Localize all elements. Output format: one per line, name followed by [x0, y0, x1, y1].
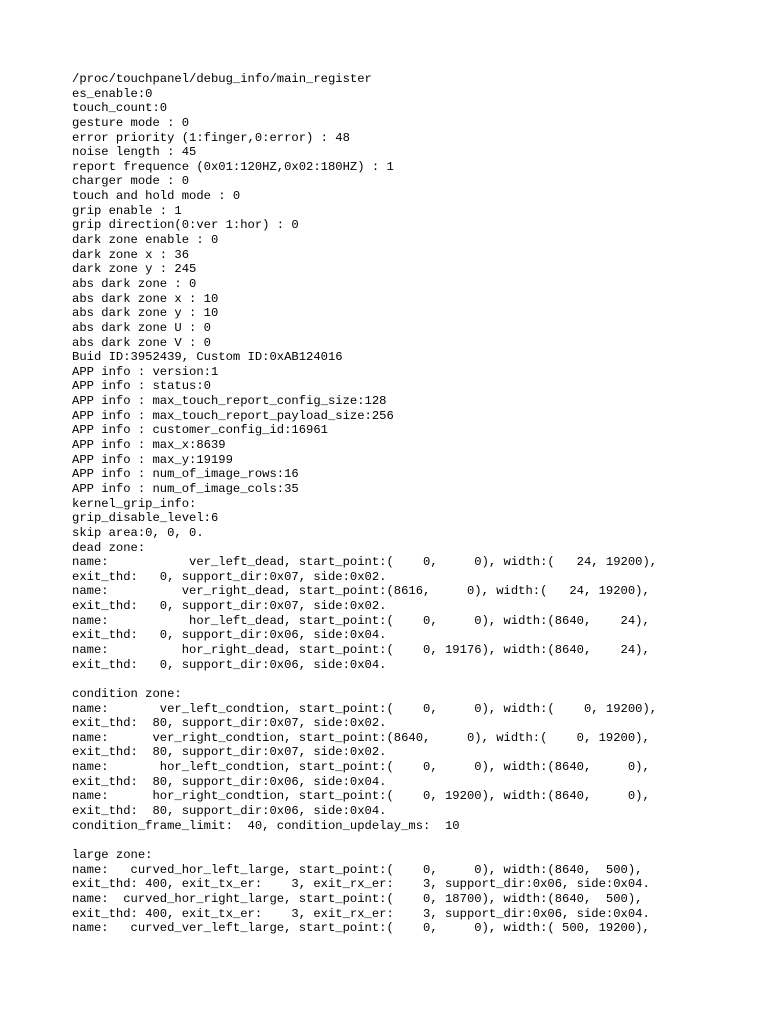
text-line: error priority (1:finger,0:error) : 48: [72, 130, 350, 145]
text-line: abs dark zone : 0: [72, 276, 197, 291]
text-line: dark zone x : 36: [72, 247, 190, 262]
text-line: charger mode : 0: [72, 174, 190, 189]
text-line: name: hor_right_dead, start_point:( 0, 19176), width:(8640, 24),: [72, 642, 650, 657]
text-line: grip enable : 1: [72, 203, 182, 218]
text-line: condition zone:: [72, 686, 182, 701]
text-line: es_enable:0: [72, 86, 153, 101]
text-line: name: hor_right_condtion, start_point:( 0, 19200), width:(8640, 0),: [72, 789, 650, 804]
text-line: kernel_grip_info:: [72, 496, 197, 511]
text-line: name: hor_left_dead, start_point:( 0, 0), width:(8640, 24),: [72, 613, 650, 628]
text-line: exit_thd: 80, support_dir:0x06, side:0x04.: [72, 804, 387, 819]
text-line: dark zone enable : 0: [72, 233, 219, 248]
text-line: skip area:0, 0, 0.: [72, 525, 204, 540]
text-line: APP info : max_y:19199: [72, 452, 233, 467]
text-line: APP info : max_x:8639: [72, 438, 226, 453]
text-line: large zone:: [72, 847, 153, 862]
text-line: exit_thd: 400, exit_tx_er: 3, exit_rx_er: 3, support_dir:0x06, side:0x04.: [72, 877, 650, 892]
text-line: name: ver_left_dead, start_point:( 0, 0), width:( 24, 19200),: [72, 555, 658, 570]
text-line: Buid ID:3952439, Custom ID:0xAB124016: [72, 350, 343, 365]
text-line: name: hor_left_condtion, start_point:( 0, 0), width:(8640, 0),: [72, 760, 650, 775]
text-line: touch_count:0: [72, 101, 168, 116]
text-line: report frequence (0x01:120HZ,0x02:180HZ) : 1: [72, 159, 394, 174]
text-line: name: curved_ver_left_large, start_point:( 0, 0), width:( 500, 19200),: [72, 921, 650, 936]
text-line: dark zone y : 245: [72, 262, 197, 277]
debug-info-document: [72, 72, 762, 936]
text-line: APP info : num_of_image_rows:16: [72, 467, 299, 482]
text-line: grip direction(0:ver 1:hor) : 0: [72, 218, 299, 233]
text-line: condition_frame_limit: 40, condition_updelay_ms: 10: [72, 818, 460, 833]
text-line: abs dark zone U : 0: [72, 320, 211, 335]
text-line: exit_thd: 0, support_dir:0x07, side:0x02.: [72, 599, 387, 614]
text-line: abs dark zone x : 10: [72, 291, 219, 306]
text-line: name: curved_hor_left_large, start_point:( 0, 0), width:(8640, 500),: [72, 862, 643, 877]
text-line: APP info : version:1: [72, 364, 219, 379]
text-line: name: ver_right_condtion, start_point:(8640, 0), width:( 0, 19200),: [72, 730, 650, 745]
text-line: /proc/touchpanel/debug_info/main_register: [72, 72, 372, 86]
text-line: APP info : num_of_image_cols:35: [72, 481, 299, 496]
text-line: exit_thd: 0, support_dir:0x06, side:0x04.: [72, 628, 387, 643]
text-line: exit_thd: 0, support_dir:0x07, side:0x02.: [72, 569, 387, 584]
text-line: gesture mode : 0: [72, 115, 190, 130]
text-line: name: ver_right_dead, start_point:(8616, 0), width:( 24, 19200),: [72, 584, 650, 599]
text-line: APP info : max_touch_report_payload_size:256: [72, 408, 394, 423]
text-line: APP info : customer_config_id:16961: [72, 423, 328, 438]
blank-line: [72, 672, 762, 687]
text-line: APP info : max_touch_report_config_size:128: [72, 394, 387, 409]
text-line: grip_disable_level:6: [72, 511, 219, 526]
text-line: abs dark zone y : 10: [72, 306, 219, 321]
text-line: name: ver_left_condtion, start_point:( 0, 0), width:( 0, 19200),: [72, 701, 658, 716]
text-line: exit_thd: 80, support_dir:0x06, side:0x04.: [72, 774, 387, 789]
text-line: touch and hold mode : 0: [72, 189, 241, 204]
text-line: abs dark zone V : 0: [72, 335, 211, 350]
text-line: exit_thd: 400, exit_tx_er: 3, exit_rx_er: 3, support_dir:0x06, side:0x04.: [72, 906, 650, 921]
text-line: dead zone:: [72, 540, 146, 555]
text-line: exit_thd: 80, support_dir:0x07, side:0x02.: [72, 716, 387, 731]
blank-line: [72, 833, 762, 848]
text-line: APP info : status:0: [72, 379, 211, 394]
text-line: name: curved_hor_right_large, start_point:( 0, 18700), width:(8640, 500),: [72, 891, 643, 906]
text-line: exit_thd: 80, support_dir:0x07, side:0x02.: [72, 745, 387, 760]
text-line: noise length : 45: [72, 145, 197, 160]
text-line: exit_thd: 0, support_dir:0x06, side:0x04.: [72, 657, 387, 672]
